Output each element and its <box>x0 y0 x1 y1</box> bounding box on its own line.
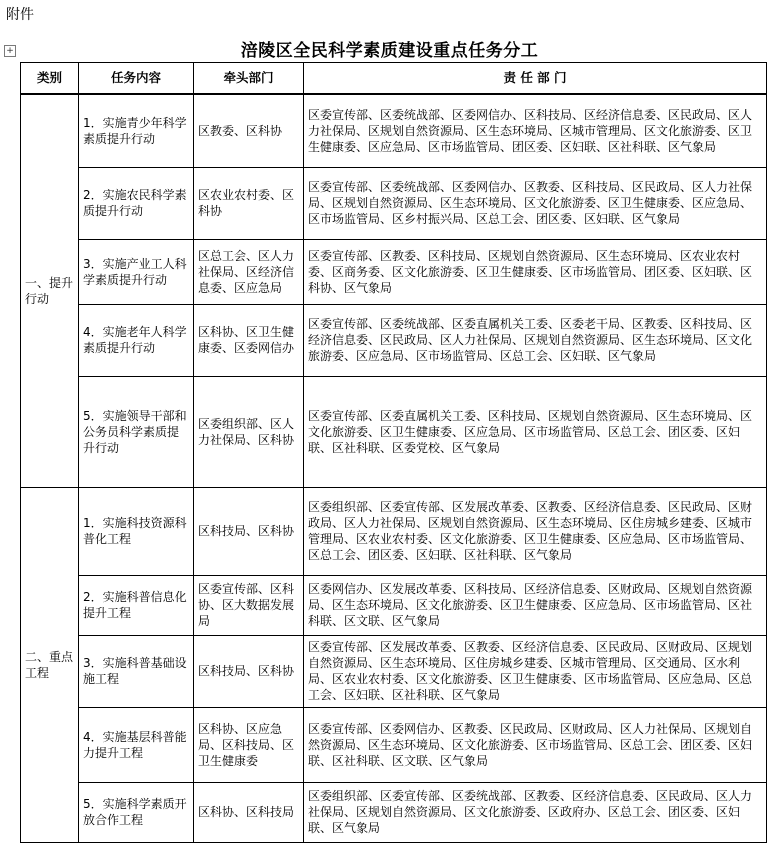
table-row <box>21 487 767 575</box>
table-row <box>21 635 767 707</box>
lead-cell: 区科协、区卫生健康委、区委网信办 <box>194 304 304 376</box>
lead-cell: 区科技局、区科协 <box>194 635 304 707</box>
lead-cell: 区科协、区应急局、区科技局、区卫生健康委 <box>194 707 304 782</box>
task-cell: 2．实施农民科学素质提升行动 <box>79 167 194 239</box>
attachment-label: 附件 <box>6 7 34 23</box>
header-task: 任务内容 <box>79 63 194 95</box>
lead-cell: 区教委、区科协 <box>194 94 304 167</box>
responsible-cell: 区委组织部、区委宣传部、区发展改革委、区教委、区经济信息委、区民政局、区财政局、区人力社保局、区规划自然资源局、区生态环境局、区住房城乡建委、区城市管理局、区农业农村委、区文化旅游委、区卫生健康委、区应急局、区市场监管局、区总工会、团区委、区妇联、区社科联、区气象局 <box>304 487 767 575</box>
responsible-cell: 区委组织部、区委宣传部、区委统战部、区教委、区经济信息委、区民政局、区人力社保局、区规划自然资源局、区文化旅游委、区政府办、区总工会、团区委、区妇联、区气象局 <box>304 782 767 842</box>
table-row <box>21 239 767 304</box>
lead-cell: 区科技局、区科协 <box>194 487 304 575</box>
table-row <box>21 167 767 239</box>
table-row <box>21 304 767 376</box>
task-cell: 1．实施青少年科学素质提升行动 <box>79 94 194 167</box>
responsible-cell: 区委宣传部、区委网信办、区教委、区民政局、区财政局、区人力社保局、区规划自然资源局、区生态环境局、区文化旅游委、区市场监管局、区总工会、团区委、区妇联、区社科联、区文联、区气象局 <box>304 707 767 782</box>
task-cell: 3．实施产业工人科学素质提升行动 <box>79 239 194 304</box>
table-header-row <box>21 63 767 95</box>
responsible-cell: 区委宣传部、区委直属机关工委、区科技局、区规划自然资源局、区生态环境局、区文化旅游委、区卫生健康委、区应急局、区市场监管局、区总工会、团区委、区妇联、区社科联、区委党校、区气象局 <box>304 376 767 487</box>
lead-cell: 区农业农村委、区科协 <box>194 167 304 239</box>
responsible-cell: 区委宣传部、区发展改革委、区教委、区经济信息委、区民政局、区财政局、区规划自然资源局、区生态环境局、区住房城乡建委、区城市管理局、区交通局、区水利局、区农业农村委、区文化旅游委、区卫生健康委、区市场监管局、区应急局、区总工会、区妇联、区社科联、区气象局 <box>304 635 767 707</box>
responsible-cell: 区委网信办、区发展改革委、区科技局、区经济信息委、区财政局、区规划自然资源局、区生态环境局、区文化旅游委、区卫生健康委、区应急局、区市场监管局、区社科联、区文联、区气象局 <box>304 575 767 635</box>
task-cell: 5．实施领导干部和公务员科学素质提升行动 <box>79 376 194 487</box>
task-table <box>20 62 767 843</box>
table-move-handle-icon[interactable]: + <box>4 45 16 57</box>
document-title: 涪陵区全民科学素质建设重点任务分工 <box>240 41 539 61</box>
table-row <box>21 94 767 167</box>
lead-cell: 区委宣传部、区科协、区大数据发展局 <box>194 575 304 635</box>
table-row <box>21 376 767 487</box>
task-cell: 2．实施科普信息化提升工程 <box>79 575 194 635</box>
lead-cell: 区委组织部、区人力社保局、区科协 <box>194 376 304 487</box>
responsible-cell: 区委宣传部、区委统战部、区委直属机关工委、区委老干局、区教委、区科技局、区经济信息委、区民政局、区人力社保局、区规划自然资源局、区生态环境局、区文化旅游委、区应急局、区市场监管局、区总工会、区妇联、区气象局 <box>304 304 767 376</box>
category-cell: 一、提升行动 <box>21 94 79 487</box>
task-cell: 3．实施科普基础设施工程 <box>79 635 194 707</box>
header-category: 类别 <box>21 63 79 95</box>
task-cell: 4．实施老年人科学素质提升行动 <box>79 304 194 376</box>
task-cell: 1．实施科技资源科普化工程 <box>79 487 194 575</box>
header-responsible: 责 任 部 门 <box>304 63 767 95</box>
lead-cell: 区总工会、区人力社保局、区经济信息委、区应急局 <box>194 239 304 304</box>
task-cell: 5．实施科学素质开放合作工程 <box>79 782 194 842</box>
category-cell: 二、重点工程 <box>21 487 79 842</box>
responsible-cell: 区委宣传部、区教委、区科技局、区规划自然资源局、区生态环境局、区农业农村委、区商务委、区文化旅游委、区卫生健康委、区市场监管局、团区委、区妇联、区科协、区气象局 <box>304 239 767 304</box>
responsible-cell: 区委宣传部、区委统战部、区委网信办、区教委、区科技局、区民政局、区人力社保局、区规划自然资源局、区生态环境局、区文化旅游委、区卫生健康委、区应急局、区市场监管局、区乡村振兴局、区总工会、团区委、区妇联、区气象局 <box>304 167 767 239</box>
responsible-cell: 区委宣传部、区委统战部、区委网信办、区科技局、区经济信息委、区民政局、区人力社保局、区规划自然资源局、区生态环境局、区城市管理局、区文化旅游委、区卫生健康委、区应急局、区市场监管局、团区委、区妇联、区社科联、区气象局 <box>304 94 767 167</box>
lead-cell: 区科协、区科技局 <box>194 782 304 842</box>
header-lead: 牵头部门 <box>194 63 304 95</box>
table-row <box>21 707 767 782</box>
table-row <box>21 782 767 842</box>
task-cell: 4．实施基层科普能力提升工程 <box>79 707 194 782</box>
table-row <box>21 575 767 635</box>
